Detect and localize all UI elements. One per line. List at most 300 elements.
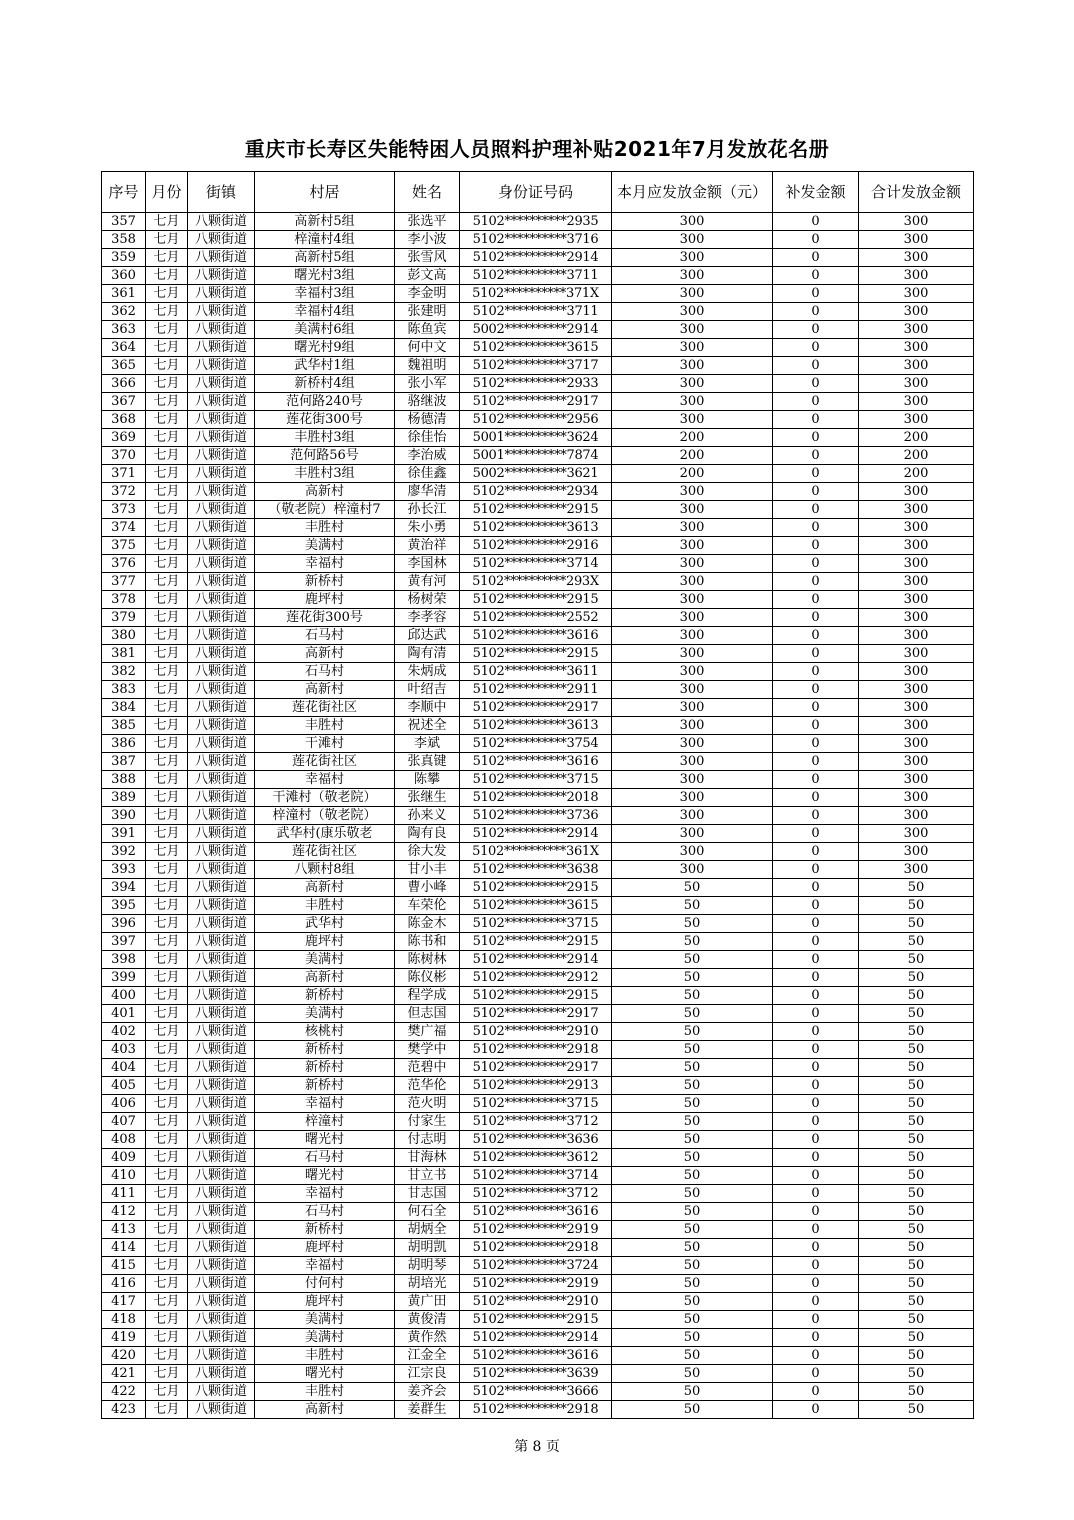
total-amount-cell: 300 (859, 717, 974, 735)
village-cell: 新桥村 (255, 987, 395, 1005)
total-amount-cell: 50 (859, 879, 974, 897)
monthly-amount-cell: 300 (612, 627, 773, 645)
person-name-cell: 甘立书 (395, 1167, 460, 1185)
header-row (102, 172, 974, 213)
monthly-amount-cell: 300 (612, 339, 773, 357)
person-name-cell: 范华伦 (395, 1077, 460, 1095)
person-name-cell: 胡培光 (395, 1275, 460, 1293)
street-cell: 八颗街道 (188, 501, 255, 519)
person-name-cell: 姜齐会 (395, 1383, 460, 1401)
total-amount-cell: 50 (859, 915, 974, 933)
total-amount-cell: 50 (859, 1347, 974, 1365)
month-cell: 七月 (146, 1257, 188, 1275)
supplement-amount-cell: 0 (773, 879, 859, 897)
id-number-cell: 5002**********3621 (460, 465, 612, 483)
village-cell: 莲花街300号 (255, 609, 395, 627)
supplement-amount-cell: 0 (773, 555, 859, 573)
row-number-cell: 392 (102, 843, 146, 861)
street-cell: 八颗街道 (188, 1293, 255, 1311)
month-cell: 七月 (146, 555, 188, 573)
village-cell: 美满村 (255, 951, 395, 969)
person-name-cell: 孙来义 (395, 807, 460, 825)
monthly-amount-cell: 50 (612, 1275, 773, 1293)
supplement-amount-cell: 0 (773, 501, 859, 519)
roster-table (101, 171, 974, 1419)
person-name-cell: 黄治祥 (395, 537, 460, 555)
row-number-cell: 414 (102, 1239, 146, 1257)
table-row (102, 1113, 974, 1131)
total-amount-cell: 50 (859, 1113, 974, 1131)
month-cell: 七月 (146, 681, 188, 699)
village-cell: 石马村 (255, 627, 395, 645)
id-number-cell: 5102**********293X (460, 573, 612, 591)
table-row (102, 393, 974, 411)
monthly-amount-cell: 300 (612, 249, 773, 267)
supplement-amount-cell: 0 (773, 1221, 859, 1239)
column-header: 合计发放金额 (859, 172, 974, 213)
row-number-cell: 419 (102, 1329, 146, 1347)
table-row (102, 987, 974, 1005)
month-cell: 七月 (146, 1329, 188, 1347)
supplement-amount-cell: 0 (773, 627, 859, 645)
village-cell: 梓潼村4组 (255, 231, 395, 249)
monthly-amount-cell: 50 (612, 1365, 773, 1383)
monthly-amount-cell: 200 (612, 465, 773, 483)
village-cell: 鹿坪村 (255, 591, 395, 609)
id-number-cell: 5102**********2917 (460, 699, 612, 717)
table-row (102, 807, 974, 825)
monthly-amount-cell: 50 (612, 1005, 773, 1023)
table-row (102, 1095, 974, 1113)
monthly-amount-cell: 50 (612, 1347, 773, 1365)
person-name-cell: 樊广福 (395, 1023, 460, 1041)
monthly-amount-cell: 50 (612, 1113, 773, 1131)
table-row (102, 1023, 974, 1041)
monthly-amount-cell: 50 (612, 1131, 773, 1149)
total-amount-cell: 50 (859, 897, 974, 915)
village-cell: 高新村5组 (255, 249, 395, 267)
id-number-cell: 5102**********2917 (460, 1005, 612, 1023)
total-amount-cell: 300 (859, 735, 974, 753)
row-number-cell: 397 (102, 933, 146, 951)
monthly-amount-cell: 300 (612, 411, 773, 429)
street-cell: 八颗街道 (188, 789, 255, 807)
village-cell: 石马村 (255, 663, 395, 681)
id-number-cell: 5001**********3624 (460, 429, 612, 447)
person-name-cell: 廖华清 (395, 483, 460, 501)
supplement-amount-cell: 0 (773, 537, 859, 555)
supplement-amount-cell: 0 (773, 375, 859, 393)
id-number-cell: 5102**********3724 (460, 1257, 612, 1275)
street-cell: 八颗街道 (188, 1185, 255, 1203)
table-row (102, 303, 974, 321)
total-amount-cell: 300 (859, 663, 974, 681)
person-name-cell: 孙长江 (395, 501, 460, 519)
supplement-amount-cell: 0 (773, 951, 859, 969)
row-number-cell: 359 (102, 249, 146, 267)
person-name-cell: 张选平 (395, 213, 460, 231)
total-amount-cell: 300 (859, 699, 974, 717)
person-name-cell: 李顺中 (395, 699, 460, 717)
row-number-cell: 399 (102, 969, 146, 987)
person-name-cell: 付家生 (395, 1113, 460, 1131)
table-row (102, 267, 974, 285)
person-name-cell: 邱达武 (395, 627, 460, 645)
id-number-cell: 5102**********3736 (460, 807, 612, 825)
id-number-cell: 5102**********2018 (460, 789, 612, 807)
month-cell: 七月 (146, 411, 188, 429)
month-cell: 七月 (146, 717, 188, 735)
row-number-cell: 373 (102, 501, 146, 519)
street-cell: 八颗街道 (188, 375, 255, 393)
monthly-amount-cell: 50 (612, 933, 773, 951)
village-cell: 美满村6组 (255, 321, 395, 339)
street-cell: 八颗街道 (188, 1077, 255, 1095)
person-name-cell: 张真键 (395, 753, 460, 771)
table-row (102, 537, 974, 555)
table-row (102, 951, 974, 969)
id-number-cell: 5102**********2919 (460, 1275, 612, 1293)
month-cell: 七月 (146, 1275, 188, 1293)
village-cell: 莲花街300号 (255, 411, 395, 429)
monthly-amount-cell: 300 (612, 393, 773, 411)
total-amount-cell: 300 (859, 213, 974, 231)
total-amount-cell: 300 (859, 771, 974, 789)
month-cell: 七月 (146, 609, 188, 627)
monthly-amount-cell: 50 (612, 1185, 773, 1203)
person-name-cell: 程学成 (395, 987, 460, 1005)
id-number-cell: 5102**********3717 (460, 357, 612, 375)
id-number-cell: 5002**********2914 (460, 321, 612, 339)
total-amount-cell: 50 (859, 1095, 974, 1113)
street-cell: 八颗街道 (188, 807, 255, 825)
id-number-cell: 5102**********3611 (460, 663, 612, 681)
table-row (102, 1383, 974, 1401)
person-name-cell: 甘海林 (395, 1149, 460, 1167)
street-cell: 八颗街道 (188, 1041, 255, 1059)
row-number-cell: 365 (102, 357, 146, 375)
monthly-amount-cell: 50 (612, 1257, 773, 1275)
monthly-amount-cell: 50 (612, 1329, 773, 1347)
table-row (102, 717, 974, 735)
village-cell: 丰胜村3组 (255, 465, 395, 483)
supplement-amount-cell: 0 (773, 267, 859, 285)
table-row (102, 519, 974, 537)
total-amount-cell: 300 (859, 573, 974, 591)
street-cell: 八颗街道 (188, 1275, 255, 1293)
monthly-amount-cell: 300 (612, 555, 773, 573)
total-amount-cell: 300 (859, 807, 974, 825)
village-cell: 丰胜村 (255, 1383, 395, 1401)
street-cell: 八颗街道 (188, 1149, 255, 1167)
village-cell: （敬老院）梓潼村7 (255, 501, 395, 519)
id-number-cell: 5102**********3616 (460, 753, 612, 771)
id-number-cell: 5102**********2911 (460, 681, 612, 699)
village-cell: 范何路240号 (255, 393, 395, 411)
village-cell: 石马村 (255, 1149, 395, 1167)
row-number-cell: 358 (102, 231, 146, 249)
row-number-cell: 372 (102, 483, 146, 501)
street-cell: 八颗街道 (188, 645, 255, 663)
village-cell: 干滩村（敬老院） (255, 789, 395, 807)
monthly-amount-cell: 50 (612, 1041, 773, 1059)
total-amount-cell: 50 (859, 1041, 974, 1059)
supplement-amount-cell: 0 (773, 303, 859, 321)
row-number-cell: 368 (102, 411, 146, 429)
total-amount-cell: 50 (859, 1293, 974, 1311)
row-number-cell: 375 (102, 537, 146, 555)
total-amount-cell: 300 (859, 339, 974, 357)
table-row (102, 1239, 974, 1257)
monthly-amount-cell: 300 (612, 663, 773, 681)
monthly-amount-cell: 300 (612, 501, 773, 519)
person-name-cell: 杨树荣 (395, 591, 460, 609)
person-name-cell: 李小波 (395, 231, 460, 249)
monthly-amount-cell: 300 (612, 591, 773, 609)
row-number-cell: 363 (102, 321, 146, 339)
row-number-cell: 412 (102, 1203, 146, 1221)
table-row (102, 1041, 974, 1059)
id-number-cell: 5102**********2918 (460, 1041, 612, 1059)
street-cell: 八颗街道 (188, 861, 255, 879)
village-cell: 丰胜村 (255, 1347, 395, 1365)
monthly-amount-cell: 50 (612, 987, 773, 1005)
supplement-amount-cell: 0 (773, 1131, 859, 1149)
total-amount-cell: 300 (859, 303, 974, 321)
table-row (102, 1059, 974, 1077)
supplement-amount-cell: 0 (773, 915, 859, 933)
row-number-cell: 406 (102, 1095, 146, 1113)
street-cell: 八颗街道 (188, 1401, 255, 1419)
village-cell: 丰胜村 (255, 897, 395, 915)
person-name-cell: 朱炳成 (395, 663, 460, 681)
column-header: 姓名 (395, 172, 460, 213)
total-amount-cell: 300 (859, 249, 974, 267)
street-cell: 八颗街道 (188, 1059, 255, 1077)
id-number-cell: 5102**********3715 (460, 771, 612, 789)
id-number-cell: 5102**********361X (460, 843, 612, 861)
supplement-amount-cell: 0 (773, 1239, 859, 1257)
street-cell: 八颗街道 (188, 933, 255, 951)
month-cell: 七月 (146, 375, 188, 393)
village-cell: 新桥村4组 (255, 375, 395, 393)
supplement-amount-cell: 0 (773, 1023, 859, 1041)
table-row (102, 573, 974, 591)
person-name-cell: 黄广田 (395, 1293, 460, 1311)
row-number-cell: 389 (102, 789, 146, 807)
row-number-cell: 360 (102, 267, 146, 285)
person-name-cell: 陈仪彬 (395, 969, 460, 987)
month-cell: 七月 (146, 1041, 188, 1059)
village-cell: 梓潼村 (255, 1113, 395, 1131)
monthly-amount-cell: 300 (612, 645, 773, 663)
person-name-cell: 陈鱼宾 (395, 321, 460, 339)
id-number-cell: 5001**********7874 (460, 447, 612, 465)
supplement-amount-cell: 0 (773, 699, 859, 717)
supplement-amount-cell: 0 (773, 1275, 859, 1293)
month-cell: 七月 (146, 465, 188, 483)
row-number-cell: 396 (102, 915, 146, 933)
village-cell: 高新村 (255, 879, 395, 897)
street-cell: 八颗街道 (188, 627, 255, 645)
person-name-cell: 朱小勇 (395, 519, 460, 537)
supplement-amount-cell: 0 (773, 465, 859, 483)
total-amount-cell: 300 (859, 681, 974, 699)
monthly-amount-cell: 300 (612, 825, 773, 843)
village-cell: 梓潼村（敬老院） (255, 807, 395, 825)
monthly-amount-cell: 300 (612, 573, 773, 591)
row-number-cell: 407 (102, 1113, 146, 1131)
id-number-cell: 5102**********2910 (460, 1293, 612, 1311)
total-amount-cell: 300 (859, 231, 974, 249)
month-cell: 七月 (146, 753, 188, 771)
person-name-cell: 陶有清 (395, 645, 460, 663)
total-amount-cell: 50 (859, 1383, 974, 1401)
row-number-cell: 404 (102, 1059, 146, 1077)
village-cell: 莲花街社区 (255, 843, 395, 861)
person-name-cell: 甘志国 (395, 1185, 460, 1203)
month-cell: 七月 (146, 501, 188, 519)
supplement-amount-cell: 0 (773, 1167, 859, 1185)
row-number-cell: 411 (102, 1185, 146, 1203)
village-cell: 新桥村 (255, 1077, 395, 1095)
id-number-cell: 5102**********3636 (460, 1131, 612, 1149)
village-cell: 幸福村4组 (255, 303, 395, 321)
total-amount-cell: 50 (859, 1239, 974, 1257)
monthly-amount-cell: 300 (612, 321, 773, 339)
row-number-cell: 367 (102, 393, 146, 411)
monthly-amount-cell: 300 (612, 213, 773, 231)
supplement-amount-cell: 0 (773, 735, 859, 753)
street-cell: 八颗街道 (188, 483, 255, 501)
person-name-cell: 曹小峰 (395, 879, 460, 897)
month-cell: 七月 (146, 357, 188, 375)
village-cell: 高新村 (255, 645, 395, 663)
supplement-amount-cell: 0 (773, 663, 859, 681)
supplement-amount-cell: 0 (773, 771, 859, 789)
month-cell: 七月 (146, 1383, 188, 1401)
person-name-cell: 何石全 (395, 1203, 460, 1221)
monthly-amount-cell: 50 (612, 915, 773, 933)
total-amount-cell: 50 (859, 1185, 974, 1203)
monthly-amount-cell: 50 (612, 1221, 773, 1239)
village-cell: 核桃村 (255, 1023, 395, 1041)
month-cell: 七月 (146, 1311, 188, 1329)
table-row (102, 753, 974, 771)
row-number-cell: 376 (102, 555, 146, 573)
month-cell: 七月 (146, 393, 188, 411)
street-cell: 八颗街道 (188, 1311, 255, 1329)
supplement-amount-cell: 0 (773, 645, 859, 663)
supplement-amount-cell: 0 (773, 1149, 859, 1167)
table-row (102, 1365, 974, 1383)
street-cell: 八颗街道 (188, 339, 255, 357)
monthly-amount-cell: 300 (612, 231, 773, 249)
street-cell: 八颗街道 (188, 1005, 255, 1023)
street-cell: 八颗街道 (188, 1203, 255, 1221)
id-number-cell: 5102**********2915 (460, 933, 612, 951)
supplement-amount-cell: 0 (773, 1347, 859, 1365)
row-number-cell: 366 (102, 375, 146, 393)
village-cell: 石马村 (255, 1203, 395, 1221)
id-number-cell: 5102**********2915 (460, 987, 612, 1005)
village-cell: 新桥村 (255, 1041, 395, 1059)
table-row (102, 825, 974, 843)
street-cell: 八颗街道 (188, 1347, 255, 1365)
row-number-cell: 390 (102, 807, 146, 825)
total-amount-cell: 300 (859, 285, 974, 303)
total-amount-cell: 300 (859, 519, 974, 537)
total-amount-cell: 50 (859, 951, 974, 969)
supplement-amount-cell: 0 (773, 285, 859, 303)
village-cell: 八颗村8组 (255, 861, 395, 879)
person-name-cell: 黄作然 (395, 1329, 460, 1347)
street-cell: 八颗街道 (188, 825, 255, 843)
supplement-amount-cell: 0 (773, 231, 859, 249)
id-number-cell: 5102**********2912 (460, 969, 612, 987)
total-amount-cell: 300 (859, 393, 974, 411)
street-cell: 八颗街道 (188, 411, 255, 429)
month-cell: 七月 (146, 213, 188, 231)
row-number-cell: 382 (102, 663, 146, 681)
id-number-cell: 5102**********3616 (460, 1347, 612, 1365)
month-cell: 七月 (146, 519, 188, 537)
supplement-amount-cell: 0 (773, 753, 859, 771)
row-number-cell: 408 (102, 1131, 146, 1149)
village-cell: 幸福村3组 (255, 285, 395, 303)
supplement-amount-cell: 0 (773, 717, 859, 735)
monthly-amount-cell: 300 (612, 375, 773, 393)
id-number-cell: 5102**********3711 (460, 303, 612, 321)
month-cell: 七月 (146, 1365, 188, 1383)
id-number-cell: 5102**********3711 (460, 267, 612, 285)
street-cell: 八颗街道 (188, 681, 255, 699)
person-name-cell: 陈攀 (395, 771, 460, 789)
row-number-cell: 418 (102, 1311, 146, 1329)
row-number-cell: 364 (102, 339, 146, 357)
monthly-amount-cell: 50 (612, 969, 773, 987)
total-amount-cell: 300 (859, 501, 974, 519)
total-amount-cell: 50 (859, 987, 974, 1005)
village-cell: 美满村 (255, 537, 395, 555)
supplement-amount-cell: 0 (773, 339, 859, 357)
id-number-cell: 5102**********2910 (460, 1023, 612, 1041)
month-cell: 七月 (146, 429, 188, 447)
id-number-cell: 5102**********3616 (460, 627, 612, 645)
person-name-cell: 徐佳鑫 (395, 465, 460, 483)
person-name-cell: 李国林 (395, 555, 460, 573)
id-number-cell: 5102**********2916 (460, 537, 612, 555)
street-cell: 八颗街道 (188, 969, 255, 987)
monthly-amount-cell: 50 (612, 897, 773, 915)
month-cell: 七月 (146, 447, 188, 465)
month-cell: 七月 (146, 915, 188, 933)
table-row (102, 321, 974, 339)
id-number-cell: 5102**********2915 (460, 645, 612, 663)
monthly-amount-cell: 300 (612, 681, 773, 699)
village-cell: 范何路56号 (255, 447, 395, 465)
row-number-cell: 388 (102, 771, 146, 789)
monthly-amount-cell: 300 (612, 357, 773, 375)
supplement-amount-cell: 0 (773, 357, 859, 375)
month-cell: 七月 (146, 483, 188, 501)
total-amount-cell: 300 (859, 411, 974, 429)
street-cell: 八颗街道 (188, 537, 255, 555)
month-cell: 七月 (146, 1203, 188, 1221)
village-cell: 曙光村 (255, 1365, 395, 1383)
supplement-amount-cell: 0 (773, 393, 859, 411)
month-cell: 七月 (146, 699, 188, 717)
